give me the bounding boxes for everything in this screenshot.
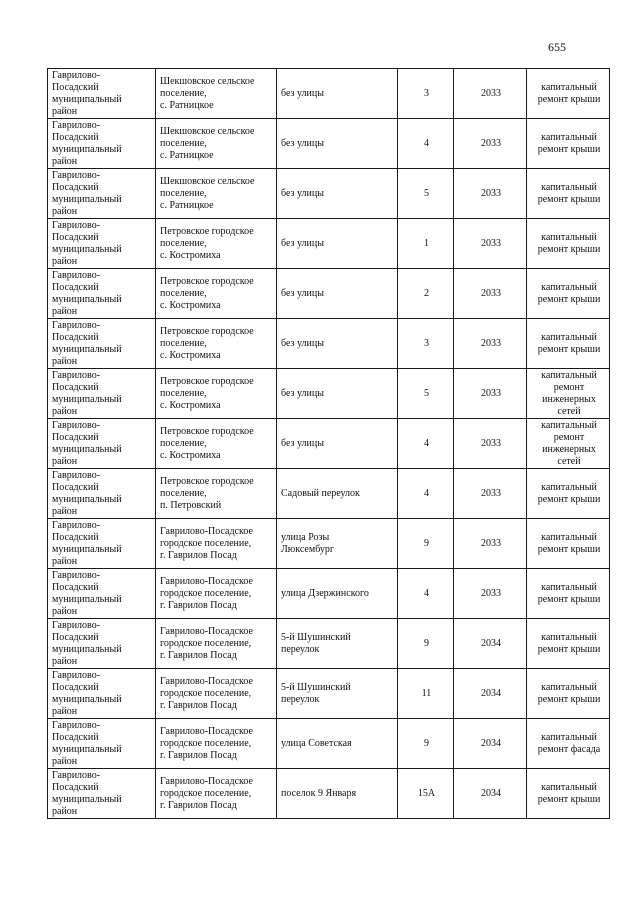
- street-cell-text: Садовый переулок: [281, 487, 360, 499]
- year-cell-text: 2033: [481, 387, 501, 399]
- table-row: [48, 169, 610, 219]
- work-type-cell: [527, 769, 610, 819]
- street-cell-text: 5-й Шушинский переулок: [281, 681, 351, 705]
- work-type-cell-text: капитальный ремонт крыши: [537, 531, 601, 555]
- house-number-cell-text: 9: [424, 637, 429, 649]
- house-number-cell-text: 4: [424, 437, 429, 449]
- work-type-cell-text: капитальный ремонт крыши: [537, 481, 601, 505]
- settlement-cell: [156, 419, 277, 469]
- work-type-cell-text: капитальный ремонт крыши: [537, 781, 601, 805]
- district-cell-text: Гаврилово- Посадский муниципальный район: [52, 469, 122, 517]
- table-row: [48, 269, 610, 319]
- house-number-cell: [398, 119, 454, 169]
- street-cell: [277, 269, 398, 319]
- year-cell: [454, 469, 527, 519]
- house-number-cell: [398, 219, 454, 269]
- table-row: [48, 469, 610, 519]
- settlement-cell: [156, 219, 277, 269]
- street-cell-text: 5-й Шушинский переулок: [281, 631, 351, 655]
- work-type-cell-text: капитальный ремонт крыши: [537, 81, 601, 105]
- house-number-cell: [398, 469, 454, 519]
- settlement-cell: [156, 569, 277, 619]
- work-type-cell: [527, 169, 610, 219]
- table-row: [48, 419, 610, 469]
- year-cell-text: 2033: [481, 87, 501, 99]
- year-cell-text: 2033: [481, 487, 501, 499]
- work-type-cell-text: капитальный ремонт крыши: [537, 231, 601, 255]
- table-row: [48, 719, 610, 769]
- work-type-cell-text: капитальный ремонт крыши: [537, 281, 601, 305]
- year-cell: [454, 119, 527, 169]
- street-cell-text: без улицы: [281, 337, 324, 349]
- district-cell: [48, 419, 156, 469]
- settlement-cell-text: Шекшовское сельское поселение, с. Ратницкое: [160, 175, 255, 211]
- table-row: [48, 769, 610, 819]
- work-type-cell: [527, 269, 610, 319]
- work-type-cell-text: капитальный ремонт крыши: [537, 331, 601, 355]
- street-cell-text: улица Дзержинского: [281, 587, 369, 599]
- house-number-cell: [398, 419, 454, 469]
- settlement-cell-text: Гаврилово-Посадское городское поселение, г. Гаврилов Посад: [160, 575, 253, 611]
- house-number-cell: [398, 669, 454, 719]
- table-row: [48, 619, 610, 669]
- work-type-cell-text: капитальный ремонт инженерных сетей: [541, 369, 597, 417]
- house-number-cell-text: 1: [424, 237, 429, 249]
- work-type-cell: [527, 369, 610, 419]
- year-cell: [454, 369, 527, 419]
- year-cell: [454, 269, 527, 319]
- house-number-cell: [398, 769, 454, 819]
- settlement-cell-text: Петровское городское поселение, с. Костромиха: [160, 275, 254, 311]
- work-type-cell-text: капитальный ремонт крыши: [537, 681, 601, 705]
- house-number-cell: [398, 169, 454, 219]
- page-number: 655: [548, 40, 566, 54]
- street-cell: [277, 469, 398, 519]
- district-cell: [48, 669, 156, 719]
- district-cell-text: Гаврилово- Посадский муниципальный район: [52, 69, 122, 117]
- house-number-cell: [398, 719, 454, 769]
- district-cell: [48, 719, 156, 769]
- district-cell: [48, 119, 156, 169]
- district-cell-text: Гаврилово- Посадский муниципальный район: [52, 369, 122, 417]
- settlement-cell: [156, 169, 277, 219]
- work-type-cell: [527, 619, 610, 669]
- house-number-cell-text: 3: [424, 87, 429, 99]
- district-cell: [48, 69, 156, 119]
- street-cell-text: без улицы: [281, 437, 324, 449]
- district-cell: [48, 619, 156, 669]
- district-cell-text: Гаврилово- Посадский муниципальный район: [52, 319, 122, 367]
- district-cell-text: Гаврилово- Посадский муниципальный район: [52, 219, 122, 267]
- street-cell: [277, 369, 398, 419]
- district-cell: [48, 219, 156, 269]
- house-number-cell: [398, 569, 454, 619]
- settlement-cell-text: Гаврилово-Посадское городское поселение, г. Гаврилов Посад: [160, 625, 253, 661]
- district-cell-text: Гаврилово- Посадский муниципальный район: [52, 769, 122, 817]
- street-cell: [277, 719, 398, 769]
- district-cell: [48, 569, 156, 619]
- district-cell-text: Гаврилово- Посадский муниципальный район: [52, 519, 122, 567]
- work-type-cell-text: капитальный ремонт крыши: [537, 631, 601, 655]
- settlement-cell-text: Петровское городское поселение, с. Костромиха: [160, 225, 254, 261]
- year-cell: [454, 769, 527, 819]
- year-cell: [454, 169, 527, 219]
- year-cell-text: 2034: [481, 637, 501, 649]
- work-type-cell-text: капитальный ремонт инженерных сетей: [541, 419, 597, 467]
- year-cell: [454, 69, 527, 119]
- house-number-cell-text: 4: [424, 137, 429, 149]
- house-number-cell: [398, 269, 454, 319]
- year-cell-text: 2033: [481, 337, 501, 349]
- settlement-cell: [156, 619, 277, 669]
- year-cell-text: 2033: [481, 237, 501, 249]
- district-cell-text: Гаврилово- Посадский муниципальный район: [52, 119, 122, 167]
- settlement-cell-text: Шекшовское сельское поселение, с. Ратницкое: [160, 125, 255, 161]
- work-type-cell: [527, 319, 610, 369]
- table-row: [48, 119, 610, 169]
- work-type-cell: [527, 669, 610, 719]
- year-cell: [454, 619, 527, 669]
- work-type-cell-text: капитальный ремонт крыши: [537, 181, 601, 205]
- work-type-cell: [527, 719, 610, 769]
- settlement-cell-text: Гаврилово-Посадское городское поселение, г. Гаврилов Посад: [160, 775, 253, 811]
- house-number-cell: [398, 319, 454, 369]
- table-row: [48, 369, 610, 419]
- district-cell: [48, 469, 156, 519]
- settlement-cell-text: Гаврилово-Посадское городское поселение, г. Гаврилов Посад: [160, 725, 253, 761]
- district-cell: [48, 519, 156, 569]
- year-cell-text: 2033: [481, 187, 501, 199]
- house-number-cell: [398, 369, 454, 419]
- table-body: [48, 69, 610, 819]
- street-cell-text: без улицы: [281, 187, 324, 199]
- year-cell-text: 2033: [481, 137, 501, 149]
- district-cell-text: Гаврилово- Посадский муниципальный район: [52, 569, 122, 617]
- street-cell: [277, 519, 398, 569]
- table-row: [48, 219, 610, 269]
- street-cell: [277, 769, 398, 819]
- street-cell: [277, 219, 398, 269]
- work-type-cell: [527, 569, 610, 619]
- district-cell-text: Гаврилово- Посадский муниципальный район: [52, 719, 122, 767]
- settlement-cell: [156, 119, 277, 169]
- house-number-cell-text: 5: [424, 187, 429, 199]
- year-cell: [454, 419, 527, 469]
- settlement-cell-text: Петровское городское поселение, с. Костромиха: [160, 425, 254, 461]
- house-number-cell-text: 4: [424, 587, 429, 599]
- district-cell: [48, 269, 156, 319]
- street-cell-text: без улицы: [281, 287, 324, 299]
- house-number-cell-text: 9: [424, 537, 429, 549]
- street-cell-text: без улицы: [281, 237, 324, 249]
- district-cell-text: Гаврилово- Посадский муниципальный район: [52, 619, 122, 667]
- house-number-cell-text: 9: [424, 737, 429, 749]
- district-cell-text: Гаврилово- Посадский муниципальный район: [52, 169, 122, 217]
- work-type-cell: [527, 69, 610, 119]
- year-cell: [454, 719, 527, 769]
- work-type-cell-text: капитальный ремонт фасада: [537, 731, 601, 755]
- year-cell: [454, 319, 527, 369]
- year-cell-text: 2033: [481, 287, 501, 299]
- district-cell-text: Гаврилово- Посадский муниципальный район: [52, 669, 122, 717]
- year-cell-text: 2033: [481, 587, 501, 599]
- street-cell-text: поселок 9 Января: [281, 787, 357, 799]
- district-cell: [48, 319, 156, 369]
- street-cell-text: без улицы: [281, 387, 324, 399]
- street-cell: [277, 569, 398, 619]
- settlement-cell: [156, 369, 277, 419]
- year-cell: [454, 219, 527, 269]
- house-number-cell: [398, 69, 454, 119]
- street-cell-text: улица Розы Люксембург: [281, 531, 334, 555]
- street-cell: [277, 419, 398, 469]
- settlement-cell: [156, 269, 277, 319]
- table-row: [48, 519, 610, 569]
- settlement-cell: [156, 319, 277, 369]
- settlement-cell: [156, 519, 277, 569]
- street-cell-text: улица Советская: [281, 737, 352, 749]
- settlement-cell-text: Гаврилово-Посадское городское поселение, г. Гаврилов Посад: [160, 675, 253, 711]
- work-type-cell-text: капитальный ремонт крыши: [537, 131, 601, 155]
- settlement-cell-text: Гаврилово-Посадское городское поселение, г. Гаврилов Посад: [160, 525, 253, 561]
- table-row: [48, 319, 610, 369]
- repair-schedule-table: [47, 68, 610, 819]
- settlement-cell-text: Петровское городское поселение, с. Костромиха: [160, 375, 254, 411]
- district-cell: [48, 369, 156, 419]
- year-cell-text: 2033: [481, 537, 501, 549]
- house-number-cell: [398, 519, 454, 569]
- house-number-cell-text: 11: [421, 687, 432, 699]
- year-cell: [454, 569, 527, 619]
- settlement-cell-text: Шекшовское сельское поселение, с. Ратницкое: [160, 75, 255, 111]
- district-cell: [48, 169, 156, 219]
- settlement-cell-text: Петровское городское поселение, п. Петровский: [160, 475, 254, 511]
- settlement-cell: [156, 719, 277, 769]
- district-cell-text: Гаврилово- Посадский муниципальный район: [52, 269, 122, 317]
- street-cell: [277, 319, 398, 369]
- house-number-cell-text: 5: [424, 387, 429, 399]
- work-type-cell: [527, 419, 610, 469]
- street-cell: [277, 669, 398, 719]
- year-cell: [454, 669, 527, 719]
- work-type-cell: [527, 519, 610, 569]
- year-cell-text: 2034: [481, 787, 501, 799]
- house-number-cell-text: 4: [424, 487, 429, 499]
- district-cell-text: Гаврилово- Посадский муниципальный район: [52, 419, 122, 467]
- table-row: [48, 69, 610, 119]
- settlement-cell: [156, 69, 277, 119]
- settlement-cell: [156, 469, 277, 519]
- house-number-cell-text: 3: [424, 337, 429, 349]
- house-number-cell: [398, 619, 454, 669]
- street-cell: [277, 119, 398, 169]
- table-row: [48, 669, 610, 719]
- year-cell-text: 2034: [481, 737, 501, 749]
- settlement-cell-text: Петровское городское поселение, с. Костромиха: [160, 325, 254, 361]
- street-cell: [277, 619, 398, 669]
- street-cell: [277, 69, 398, 119]
- street-cell-text: без улицы: [281, 137, 324, 149]
- street-cell-text: без улицы: [281, 87, 324, 99]
- settlement-cell: [156, 769, 277, 819]
- work-type-cell: [527, 119, 610, 169]
- district-cell: [48, 769, 156, 819]
- year-cell-text: 2033: [481, 437, 501, 449]
- street-cell: [277, 169, 398, 219]
- year-cell: [454, 519, 527, 569]
- settlement-cell: [156, 669, 277, 719]
- year-cell-text: 2034: [481, 687, 501, 699]
- house-number-cell-text: 2: [424, 287, 429, 299]
- house-number-cell-text: 15А: [417, 787, 436, 799]
- work-type-cell: [527, 469, 610, 519]
- table-row: [48, 569, 610, 619]
- work-type-cell-text: капитальный ремонт крыши: [537, 581, 601, 605]
- work-type-cell: [527, 219, 610, 269]
